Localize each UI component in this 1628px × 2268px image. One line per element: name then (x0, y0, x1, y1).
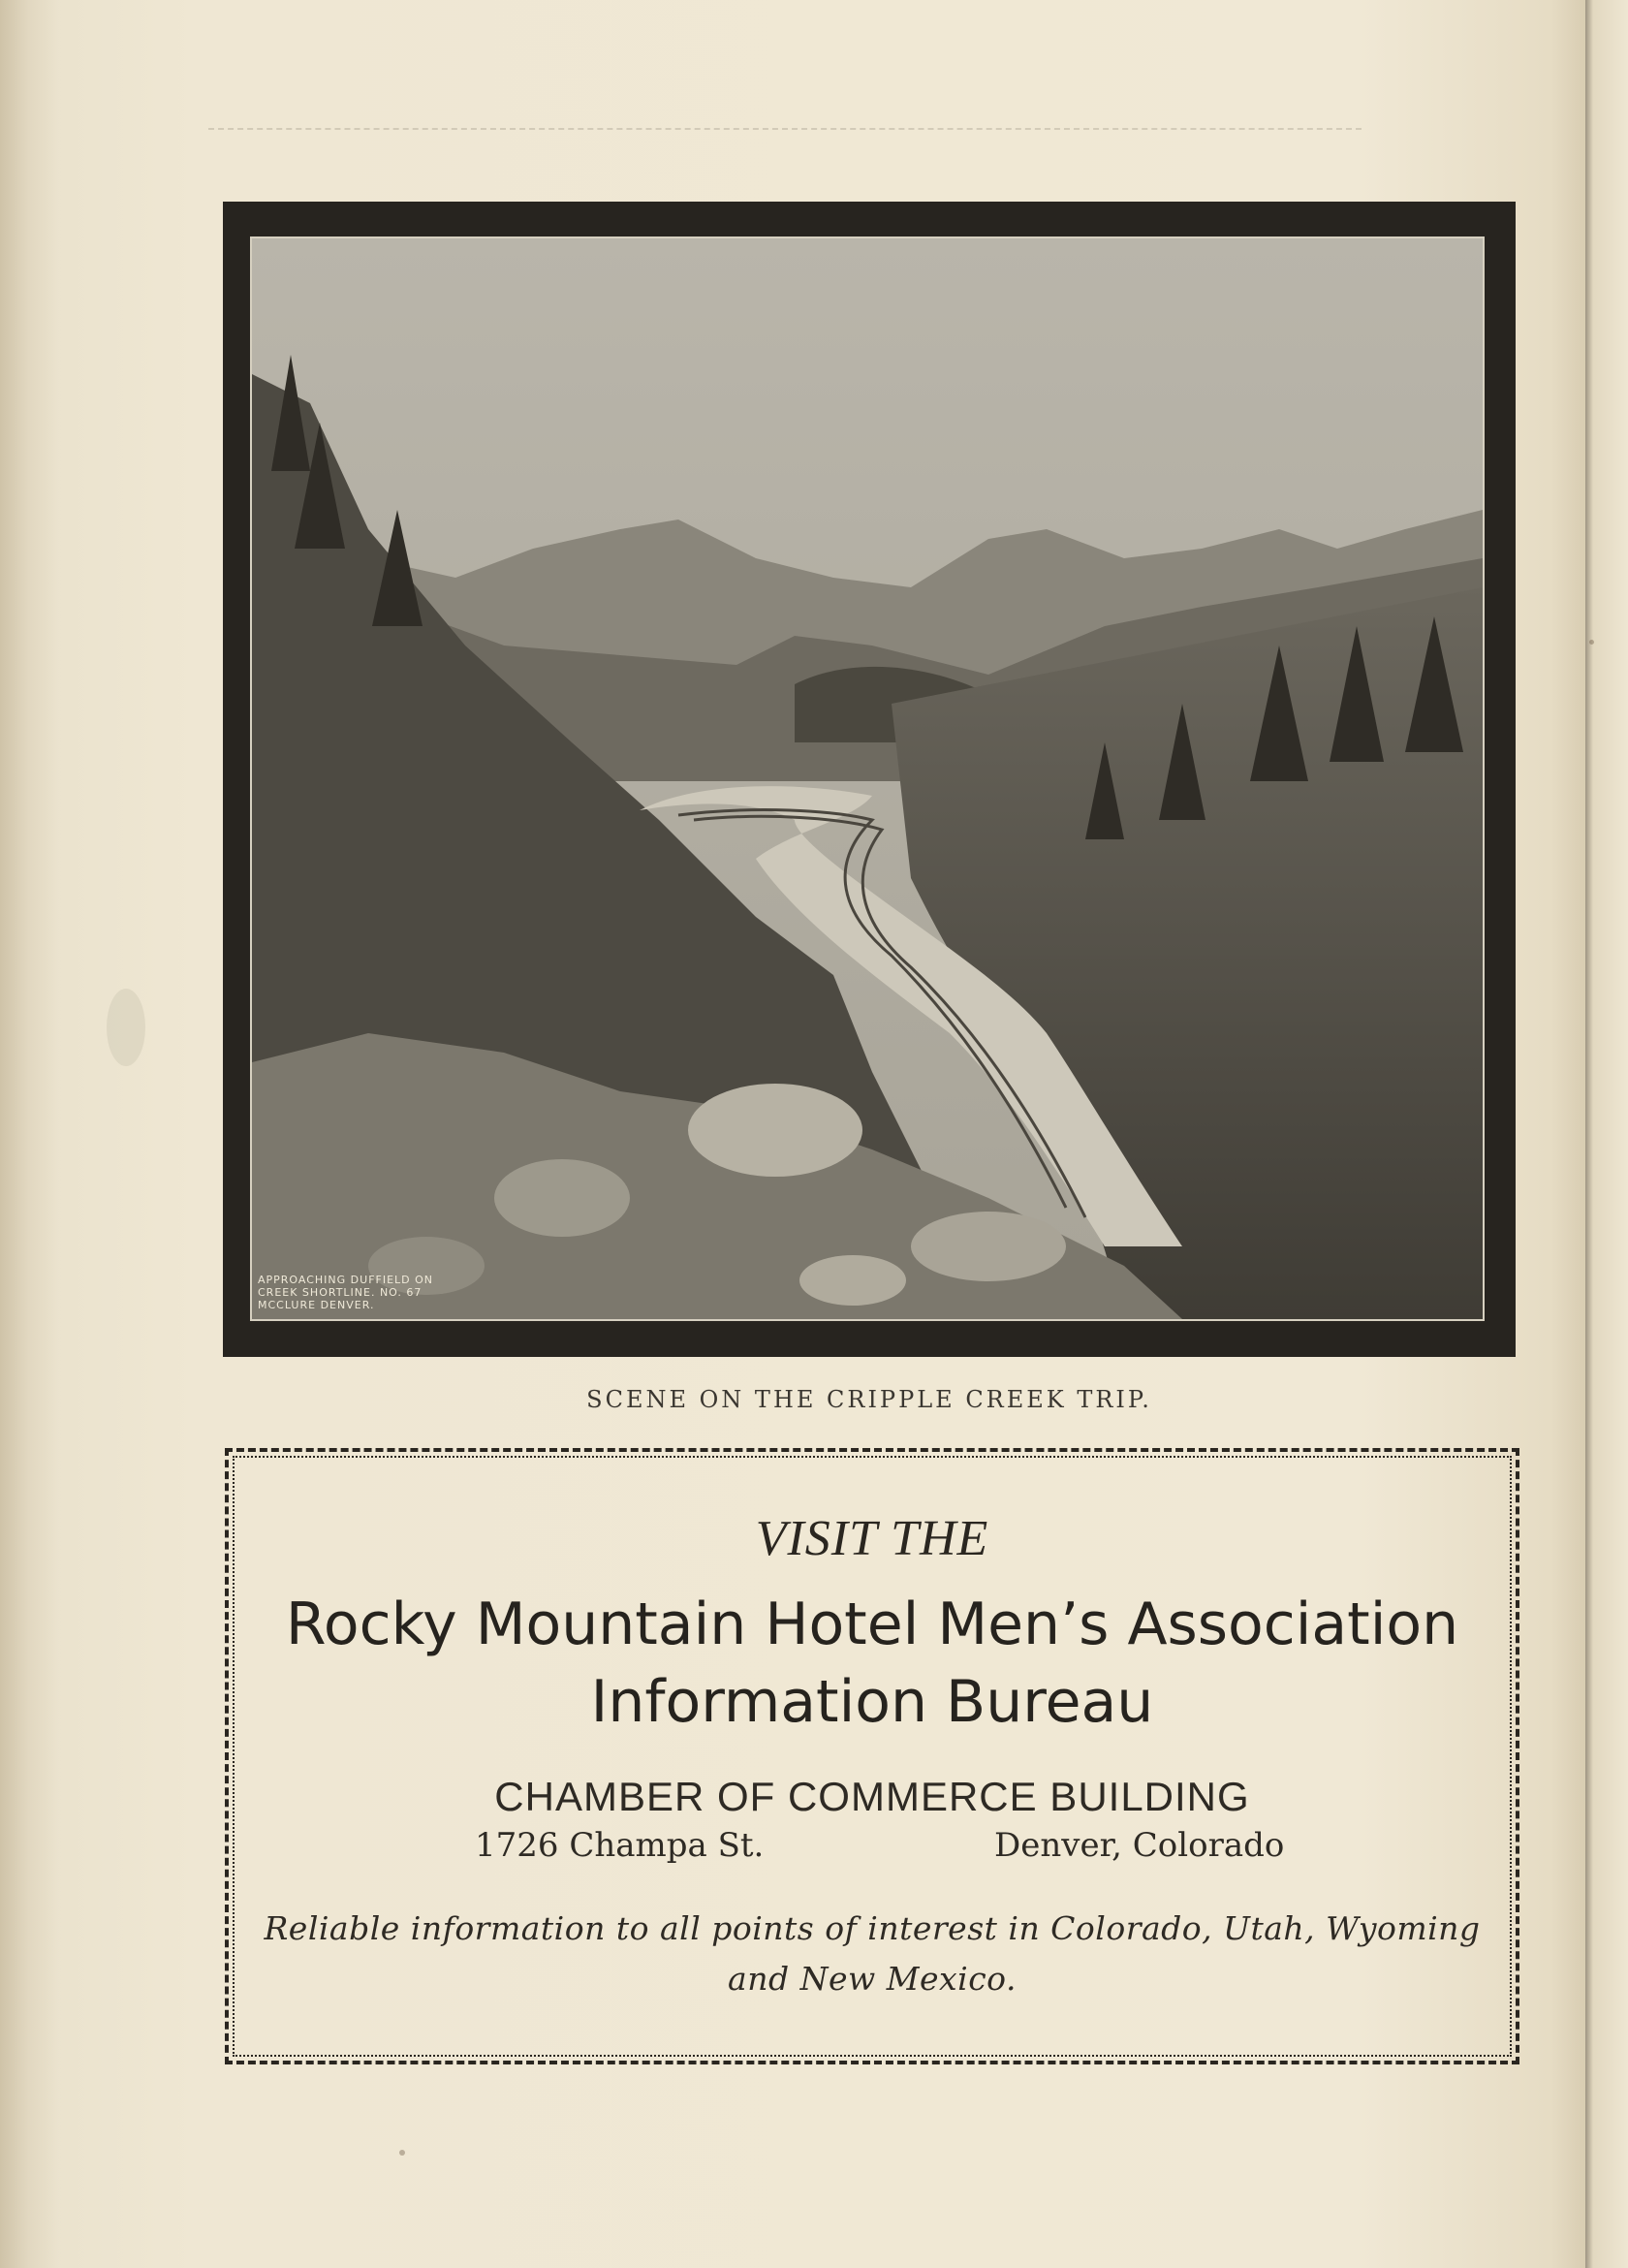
faded-running-head (208, 128, 1362, 143)
paper-speck (399, 2150, 405, 2156)
boulder (799, 1255, 906, 1306)
ad-building: CHAMBER OF COMMERCE BUILDING (494, 1774, 1250, 1819)
paper-speck (1589, 640, 1594, 645)
ad-kicker: VISIT THE (755, 1511, 989, 1566)
ad-tagline-line-2: and New Mexico. (728, 1960, 1017, 1998)
ad-street-address: 1726 Champa St. (475, 1826, 765, 1865)
ad-name-line-1: Rocky Mountain Hotel Men’s Association (285, 1591, 1459, 1658)
boulder (911, 1212, 1066, 1281)
paper-stain (107, 989, 145, 1066)
ad-tagline-line-1: Reliable information to all points of interest in Colorado, Utah, Wyoming (264, 1909, 1481, 1947)
photo-frame (223, 202, 1516, 1357)
landscape-photo (252, 238, 1483, 1319)
ad-name-line-2: Information Bureau (590, 1668, 1154, 1736)
advertisement-box (225, 1448, 1519, 2064)
page-gutter (0, 0, 58, 2268)
ad-city: Denver, Colorado (994, 1826, 1285, 1865)
photo-caption: SCENE ON THE CRIPPLE CREEK TRIP. (586, 1386, 1152, 1413)
mountain-railway-scene (252, 238, 1483, 1319)
photo-credit: APPROACHING DUFFIELD ON CREEK SHORTLINE. NO. 67 MCCLURE DENVER. (258, 1274, 434, 1311)
facing-page-edge (1585, 0, 1628, 2268)
ad-organization-name (229, 1586, 1516, 1741)
ad-tagline (258, 1904, 1487, 2004)
boulder (688, 1084, 862, 1177)
boulder (494, 1159, 630, 1237)
